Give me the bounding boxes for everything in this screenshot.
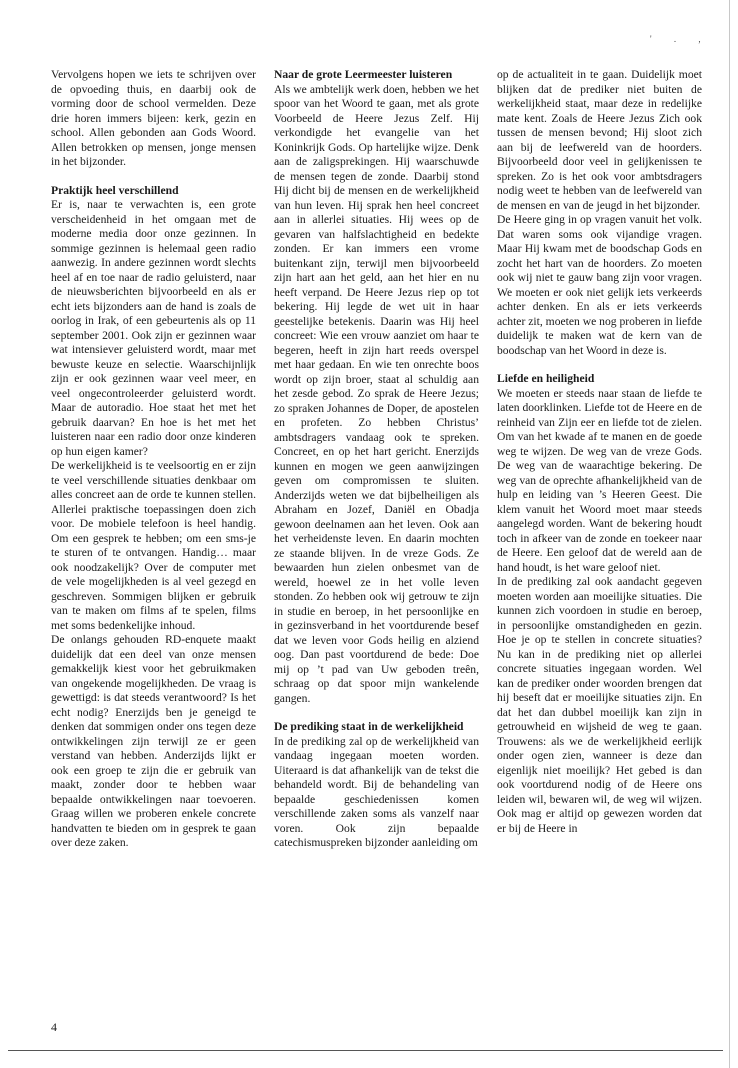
section-gap xyxy=(497,358,702,372)
paragraph: De werkelijkheid is te veelsoortig en er zijn te veel verschillende situaties denkbaar om alles concreet aan de orde te kunnen stellen. Allerlei praktische toepassingen doen zich voor. De mobiele telefoon is heel handig. Om een gesprek te hebben; om een sms-je te sturen of te ontvangen. Handig… maar ook noodzakelijk? Over de computer met de vele mogelijkheden is al veel gezegd en geschreven. Sommigen blijken er gebruik van te maken om films af te spelen, films met soms bedenkelijke inhoud. xyxy=(51,459,256,632)
paragraph: Er is, naar te verwachten is, een grote verscheidenheid in het omgaan met de moderne media door onze gezinnen. In sommige gezinnen is helemaal geen radio aanwezig. In andere gezinnen wordt slechts heel af en toe naar de radio geluisterd, naar de nieuwsberichten bijvoorbeeld en als er echt iets bijzonders aan de hand is zoals de oorlog in Irak, of een gebeurtenis als op 11 september 2001. Ook zijn er gezinnen waar wat intensiever geluisterd wordt, maar met bewuste keuze en selectie. Waarschijnlijk zijn er ook gezinnen waar veel meer, en veel ongecontroleerder geluisterd wordt. Maar de autoradio. Hoe staat het met het gebruik daarvan? En hoe is het met het luisteren naar een radio door onze kinderen op hun eigen kamer? xyxy=(51,198,256,458)
paragraph: In de prediking zal ook aandacht gegeven moeten worden aan moeilijke situaties. Die kunnen zich voordoen in studie en beroep, in persoonlijke omstandigheden en gezin. Hoe je op te stellen in concrete situaties? Nu kan in de prediking niet op allerlei concrete situaties ingegaan worden. Wel kan de prediker onder woorden brengen dat hij beseft dat er moeilijke situaties zijn. En dat het dan dubbel moeilijk kan zijn in getrouwheid en wijsheid de weg te gaan. Trouwens: als we de werkelijkheid eerlijk onder ogen zien, wanneer is deze dan eigenlijk niet moeilijk? Het gebed is dan ook voortdurend nodig of de Heere ons leiden wil, bewaren wil, de weg wil wijzen. Ook mag er altijd op gewezen worden dat er bij de Heere in xyxy=(497,575,702,835)
section-heading: Liefde en heiligheid xyxy=(497,372,595,385)
header-marks: ' . , xyxy=(650,34,711,44)
section-heading: Praktijk heel verschillend xyxy=(51,183,179,197)
paragraph: We moeten er steeds naar staan de liefde te laten doorklinken. Liefde tot de Heere en de reinheid van Zijn eer en liefde tot de zielen. Om van het kwade af te manen en de goede weg te wijzen. De weg van de vreze Gods. De weg van de waarachtige bekering. De weg van de oprechte afhankelijkheid van de hulp en leiding van ’s Heeren Geest. Die klem vanuit het Woord moet maar steeds aangelegd worden. Want de bekering houdt toch in afkeer van de zonde en toekeer naar de Heere. Een geloof dat de wereld aan de hand houdt, is het ware geloof niet. xyxy=(497,386,702,574)
paragraph: De Heere ging in op vragen vanuit het volk. Dat waren soms ook vijandige vragen. Maar Hij kwam met de boodschap Gods en zocht het hart van de hoorders. Zo moeten ook wij niet te gauw bang zijn voor vragen. We moeten er ook niet gelijk iets verkeerds achter denken. En als er iets verkeerds achter zit, moeten we nog proberen in liefde duidelijk te maken wat de kern van de boodschap van het Woord in deze is. xyxy=(497,213,702,357)
text-column-3 xyxy=(497,68,702,836)
paragraph: In de prediking zal op de werkelijkheid van vandaag ingegaan moeten worden. Uiteraard is dat afhankelijk van de tekst die behandeld wordt. Bij de behandeling van bepaalde geschiedenissen komen verschillende zaken soms als vanzelf naar voren. Ook zijn bepaalde catechismuspreken bijzonder aanleiding om xyxy=(274,734,479,849)
page-edge-line xyxy=(729,0,730,1068)
paragraph: De onlangs gehouden RD-enquete maakt duidelijk dat een deel van onze mensen gemakkelijk kiest voor het gebruikmaken van ongekende mogelijkheden. De vraag is gewettigd: is dat steeds verantwoord? Is het echt nodig? Enerzijds ben je geneigd te denken dat sommigen onder ons tegen deze ontwikkelingen zijn terwijl ze er geen verstand van hebben. Anderzijds lijkt er ook een groep te zijn die er gebruik van maakt, zonder door te hebben waar bepaalde ontwikkelingen naar toevoeren. Graag willen we proberen enkele concrete handvatten te bieden om in gesprek te gaan over deze zaken. xyxy=(51,633,256,849)
paragraph: op de actualiteit in te gaan. Duidelijk moet blijken dat de prediker niet buiten de werkelijkheid staat, maar deze in redelijke mate kent. Zoals de Heere Jezus Zich ook tussen de mensen bevond; Hij sloot zich aan bij de leefwereld van de hoorders. Bijvoorbeeld door veel in gelijkenissen te spreken. Zo is het ook voor ambtsdragers nodig weet te hebben van de leefwereld van de mensen en van de jeugd in het bijzonder. xyxy=(497,68,702,212)
section-heading: Naar de grote Leermeester luisteren xyxy=(274,68,453,81)
page-number: 4 xyxy=(51,1020,57,1034)
paragraph: Als we ambtelijk werk doen, hebben we het spoor van het Woord te gaan, met als grote Voorbeeld de Heere Jezus Zelf. Hij verkondigde het evangelie van het Koninkrijk Gods. Op hartelijke wijze. Denk aan de zaligsprekingen. Hij waarschuwde de mensen tegen de zonde. Daarbij stond Hij dicht bij de mensen en de werkelijkheid van hun leven. Hij sprak hen heel concreet aan in allerlei situaties. Hij wees op de gevaren van halfslachtigheid en bedekte zonden. Er kan immers een vrome buitenkant zijn, terwijl men bijvoorbeeld zijn hart aan het geld, aan het hier en nu heeft verpand. De Heere Jezus riep op tot bekering. Hij legde de wet uit in haar geestelijke betekenis. Daarin was Hij heel concreet: Wie een vrouw aanziet om haar te begeren, heeft in zijn hart reeds overspel met haar gedaan. En wie ten onrechte boos wordt op zijn broer, staat al schuldig aan het zesde gebod. Zo sprak de Heere Jezus; zo spraken Johannes de Doper, de apostelen en profeten. Zo hebben Christus’ ambtsdragers vandaag ook te spreken. Concreet, en op het hart gericht. Enerzijds kunnen en mogen we geen aanwijzingen geven om compromissen te sluiten. Anderzijds weten we dat bijbelheiligen als Abraham en Jozef, Daniël en Obadja gewoon deelnamen aan het leven. Ook aan het verheidenste leven. En daarin mochten ze staande blijven. In de vreze Gods. Ze bewaarden hun zielen onbesmet van de wereld, hoewel ze in het volle leven stonden. Zo hebben ook wij getrouw te zijn in studie en beroep, in het persoonlijke en in gezinsverband in het voortdurende besef dat we leven voor Gods heilig en alziend oog. Dan past voortdurend de bede: Doe mij op ’t pad van Uw geboden treên, schraag op dat spoor mijn wankelende gangen. xyxy=(274,82,479,705)
section-heading: De prediking staat in de werkelijkheid xyxy=(274,720,464,733)
bottom-rule xyxy=(8,1050,723,1051)
section-gap xyxy=(51,170,256,184)
text-column-2 xyxy=(274,68,479,851)
section-gap xyxy=(274,706,479,720)
paragraph: Vervolgens hopen we iets te schrijven over de opvoeding thuis, en daarbij ook de vorming door de school vermelden. Deze drie horen immers bijeen: kerk, gezin en school. Allen gebonden aan Gods Woord. Allen betrokken op mensen, jonge mensen in het bijzonder. xyxy=(51,68,256,168)
text-column-1 xyxy=(51,68,256,851)
